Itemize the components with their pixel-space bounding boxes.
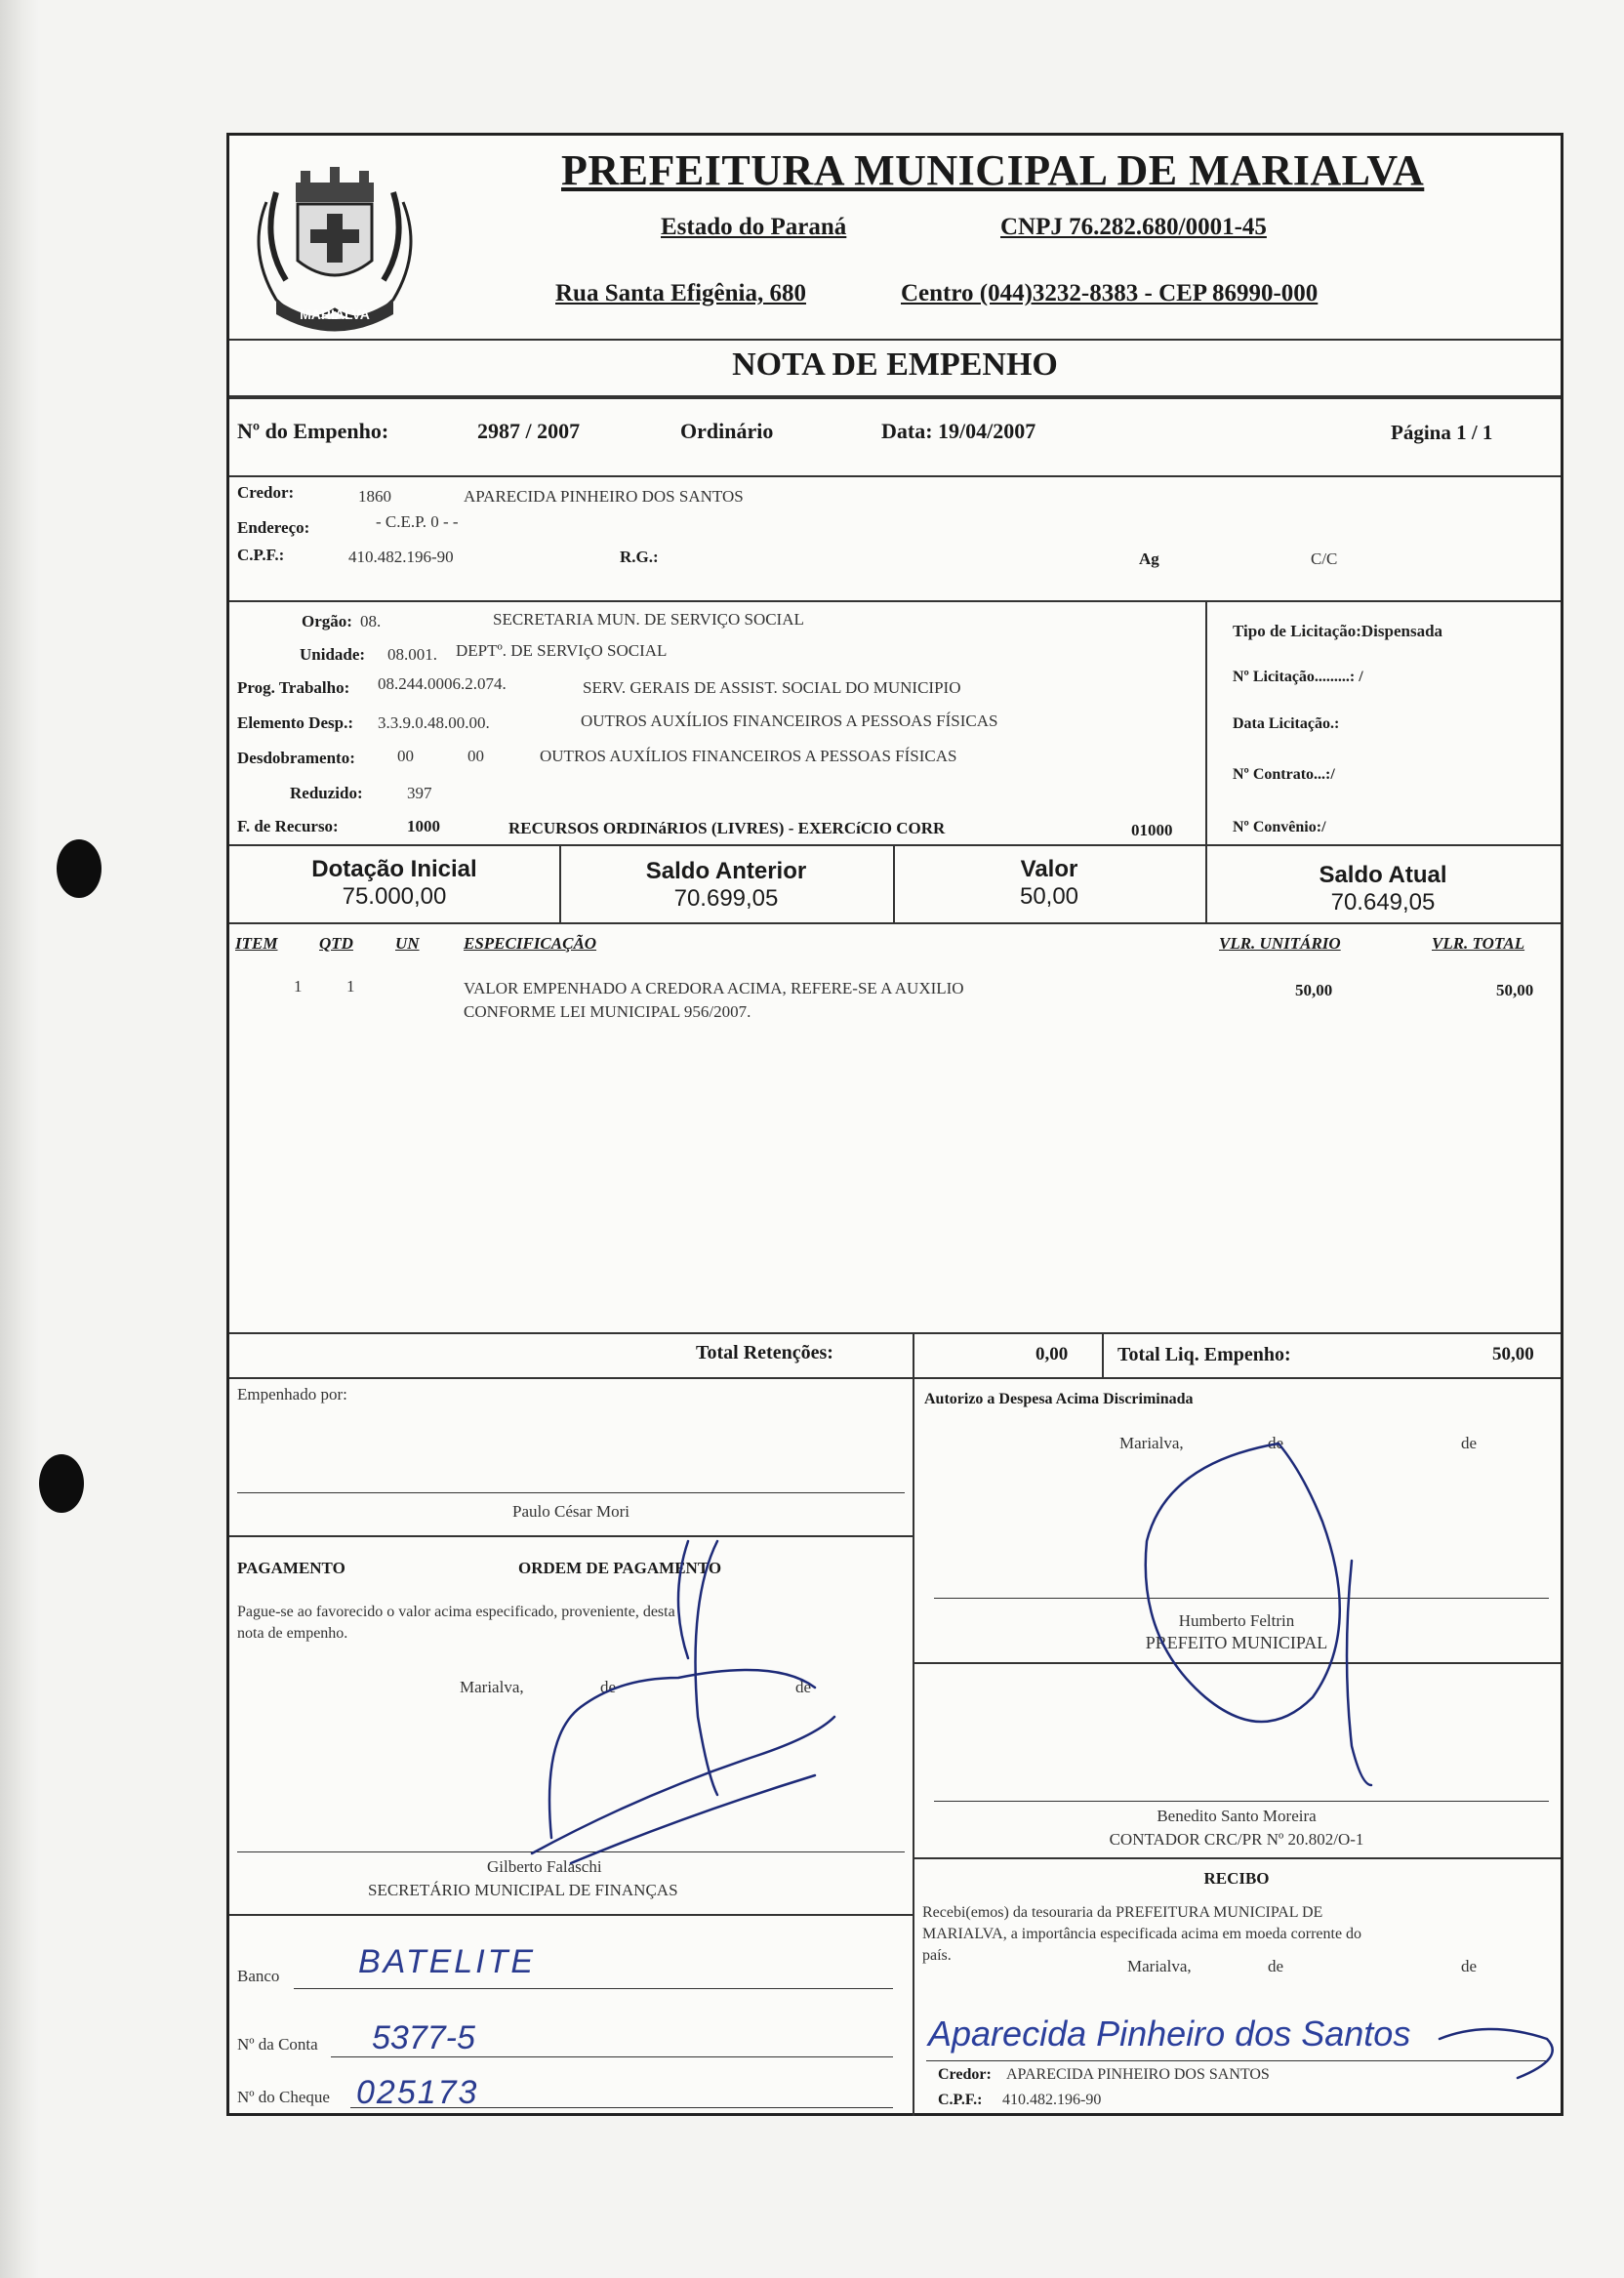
total-retencoes-value: 0,00 [1035,1344,1069,1364]
contrato-numero: Nº Contrato...:/ [1233,766,1335,783]
cheque-label: Nº do Cheque [237,2088,330,2106]
handwritten-signatures [229,136,1561,2115]
total-liquido-label: Total Liq. Empenho: [1117,1344,1291,1365]
qtd-header: QTD [319,934,353,953]
total-liquido-value: 50,00 [1492,1344,1534,1364]
especificacao-cell-line-1: VALOR EMPENHADO A CREDORA ACIMA, REFERE-SE A AUXILIO [464,979,964,997]
unidade-code: 08.001. [387,645,437,664]
autorizo-de-1: de [1268,1434,1284,1452]
total-retencoes-label: Total Retenções: [696,1342,833,1363]
prefeito-cargo: PREFEITO MUNICIPAL [1145,1633,1328,1652]
endereco-value: - C.E.P. 0 - - [376,512,459,531]
empenho-number: 2987 / 2007 [477,419,581,443]
prog-code: 08.244.0006.2.074. [378,674,507,693]
saldo-atual-label: Saldo Atual [1319,862,1447,888]
recibo-credor-name: APARECIDA PINHEIRO DOS SANTOS [1006,2066,1270,2083]
banco-label: Banco [237,1967,280,1985]
dotacao-inicial-value: 75.000,00 [342,883,447,910]
pagamento-local: Marialva, [460,1678,524,1696]
empenhado-por-label: Empenhado por: [237,1385,347,1403]
valor-value: 50,00 [1019,883,1079,910]
especificacao-cell-line-2: CONFORME LEI MUNICIPAL 956/2007. [464,1002,751,1021]
secretario-signature [532,1541,834,1863]
fonte-code: 1000 [407,817,440,835]
licitacao-numero: Nº Licitação.........: / [1233,669,1363,685]
vlr-total-cell: 50,00 [1496,981,1534,999]
address-label: Rua Santa Efigênia, 680 [555,280,806,306]
recibo-text-line-2: MARIALVA, a importância especificada acima em moeda corrente do [922,1926,1362,1942]
saldo-anterior-value: 70.699,05 [673,885,779,912]
vlr-unitario-cell: 50,00 [1295,981,1333,999]
un-header: UN [395,934,420,953]
prog-name: SERV. GERAIS DE ASSIST. SOCIAL DO MUNICIPIO [583,678,961,697]
pagamento-text-line-1: Pague-se ao favorecido o valor acima especificado, proveniente, desta [237,1604,675,1620]
page-number: Página 1 / 1 [1391,421,1493,444]
punch-hole-top [57,839,102,898]
orgao-code: 08. [360,612,382,631]
prefeito-signature [1146,1444,1371,1785]
fonte-number: 01000 [1131,821,1173,839]
credor-label: Credor: [237,483,295,502]
desdobramento-label: Desdobramento: [237,749,355,767]
recibo-de-2: de [1461,1957,1478,1975]
recibo-cpf-label: C.P.F.: [938,2092,983,2108]
empenho-type: Ordinário [680,419,774,443]
saldo-anterior-label: Saldo Anterior [645,858,807,884]
prefeito-name: Humberto Feltrin [1178,1611,1295,1630]
unidade-name: DEPTº. DE SERVIçO SOCIAL [456,641,668,660]
recibo-text-line-3: país. [922,1947,952,1964]
contact-label: Centro (044)3232-8383 - CEP 86990-000 [901,280,1319,306]
especificacao-header: ESPECIFICAÇÃO [464,934,597,953]
elemento-code: 3.3.9.0.48.00.00. [378,713,490,732]
cpf-label: C.P.F.: [237,546,285,564]
elemento-label: Elemento Desp.: [237,713,353,732]
banco-value: BATELITE [358,1943,537,1980]
empenho-date: Data: 19/04/2007 [881,419,1036,443]
recibo-de-1: de [1268,1957,1284,1975]
qtd-cell: 1 [346,977,355,996]
state-label: Estado do Paraná [661,214,847,240]
prog-label: Prog. Trabalho: [237,678,350,697]
autorizo-de-2: de [1461,1434,1478,1452]
cpf-value: 410.482.196-90 [348,548,454,566]
item-cell: 1 [294,977,303,996]
valor-label: Valor [1020,856,1078,882]
recibo-underline-flourish [1440,2029,1553,2078]
rg-label: R.G.: [620,548,659,566]
orgao-label: Orgão: [302,612,352,631]
ordem-pagamento-label: ORDEM DE PAGAMENTO [518,1559,722,1577]
fonte-label: F. de Recurso: [237,817,339,835]
convenio-numero: Nº Convênio:/ [1233,819,1326,835]
credor-name: APARECIDA PINHEIRO DOS SANTOS [464,487,744,506]
desdobramento-name: OUTROS AUXÍLIOS FINANCEIROS A PESSOAS FÍSICAS [540,747,957,765]
item-header: ITEM [235,934,278,953]
reduzido-label: Reduzido: [290,784,363,802]
elemento-name: OUTROS AUXÍLIOS FINANCEIROS A PESSOAS FÍSICAS [581,712,998,730]
orgao-name: SECRETARIA MUN. DE SERVIÇO SOCIAL [493,610,804,629]
page-title: PREFEITURA MUNICIPAL DE MARIALVA [561,146,1425,194]
pagamento-de-1: de [600,1678,617,1696]
fonte-name: RECURSOS ORDINáRIOS (LIVRES) - EXERCíCIO CORR [508,819,946,837]
saldo-atual-value: 70.649,05 [1330,889,1436,915]
conta-value: 5377-5 [372,2019,475,2056]
licitacao-tipo: Tipo de Licitação:Dispensada [1233,622,1443,640]
contador-cargo: CONTADOR CRC/PR Nº 20.802/O-1 [1109,1830,1364,1849]
desdobramento-code-2: 00 [467,747,484,765]
crest-banner-text: MARIALVA [300,306,370,322]
cnpj-label: CNPJ 76.282.680/0001-45 [1000,214,1267,240]
endereco-label: Endereço: [237,518,310,537]
credor-code: 1860 [358,487,391,506]
cc-label: C/C [1311,549,1338,568]
contador-name: Benedito Santo Moreira [1157,1807,1317,1825]
empenhado-por-name: Paulo César Mori [512,1502,629,1521]
nota-de-empenho-document [226,133,1563,2116]
vlr-unitario-header: VLR. UNITÁRIO [1219,934,1341,953]
pagamento-text-line-2: nota de empenho. [237,1625,348,1642]
secretario-name: Gilberto Falaschi [487,1857,602,1876]
recibo-title: RECIBO [1203,1869,1270,1888]
recibo-credor-label: Credor: [938,2066,992,2083]
empenho-number-label: Nº do Empenho: [237,419,389,443]
reduzido-value: 397 [407,784,432,802]
ag-label: Ag [1139,549,1159,568]
dotacao-inicial-label: Dotação Inicial [311,856,477,882]
scan-edge-shadow [0,0,39,2278]
pagamento-label: PAGAMENTO [237,1559,345,1577]
recibo-cpf-value: 410.482.196-90 [1002,2092,1102,2108]
secretario-cargo: SECRETÁRIO MUNICIPAL DE FINANÇAS [368,1881,678,1899]
conta-label: Nº da Conta [237,2035,318,2054]
vlr-total-header: VLR. TOTAL [1432,934,1525,953]
licitacao-data: Data Licitação.: [1233,715,1340,732]
document-title: NOTA DE EMPENHO [732,346,1058,383]
autorizo-local: Marialva, [1119,1434,1184,1452]
autorizo-label: Autorizo a Despesa Acima Discriminada [924,1391,1194,1407]
cheque-value: 025173 [356,2074,479,2111]
recibo-local: Marialva, [1127,1957,1192,1975]
desdobramento-code-1: 00 [397,747,414,765]
recibo-text-line-1: Recebi(emos) da tesouraria da PREFEITURA MUNICIPAL DE [922,1904,1323,1921]
punch-hole-bottom [39,1454,84,1513]
credor-signature: Aparecida Pinheiro dos Santos [928,2014,1411,2054]
unidade-label: Unidade: [300,645,366,664]
pagamento-de-2: de [795,1678,812,1696]
